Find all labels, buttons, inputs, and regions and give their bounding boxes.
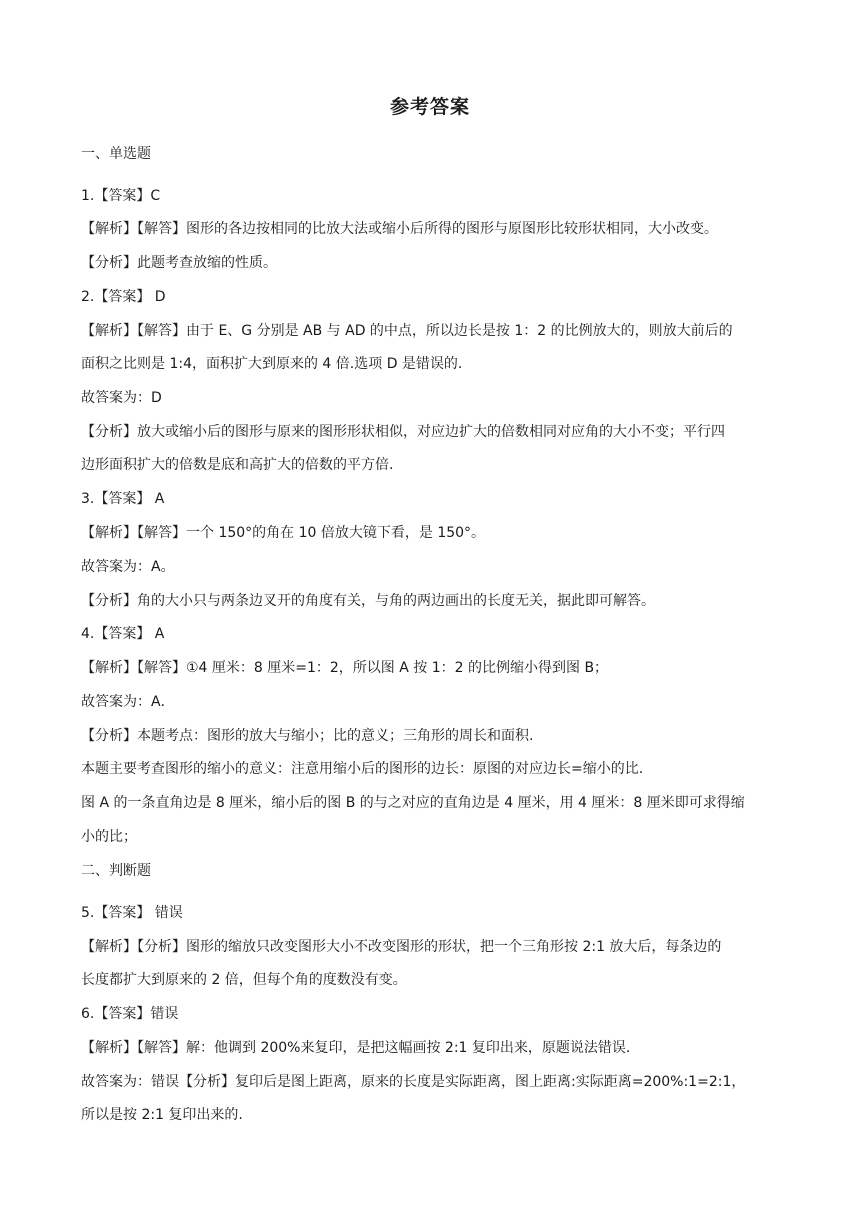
analysis-line: 【解析】【解答】①4 厘米：8 厘米=1：2，所以图 A 按 1：2 的比例缩小得到图 B； (81, 660, 609, 676)
analysis-line: 故答案为：A． (81, 694, 175, 710)
analysis-line: 【解析】【分析】图形的缩放只改变图形大小不改变图形的形状，把一个三角形按 2:1 放大后，每条边的 (81, 939, 722, 955)
answer-line: 6.【答案】错误 (81, 1006, 179, 1022)
analysis-line: 【解析】【解答】由于 E、G 分别是 AB 与 AD 的中点，所以边长是按 1：2 的比例放大的，则放大前后的 (81, 323, 733, 339)
analysis-line: 故答案为：D (81, 390, 162, 406)
analysis-line: 图 A 的一条直角边是 8 厘米，缩小后的图 B 的与之对应的直角边是 4 厘米，用 4 厘米：8 厘米即可求得缩 (81, 795, 745, 811)
section-heading-true-false: 二、判断题 (81, 863, 151, 879)
analysis-line: 故答案为：A。 (81, 559, 175, 575)
analysis-line: 本题主要考查图形的缩小的意义：注意用缩小后的图形的边长：原图的对应边长=缩小的比. (81, 761, 644, 777)
answer-line: 5.【答案】 错误 (81, 905, 183, 921)
analysis-line: 小的比； (81, 829, 137, 845)
page-title: 参考答案 (389, 96, 470, 118)
answer-line: 4.【答案】 A (81, 626, 165, 642)
analysis-line: 长度都扩大到原来的 2 倍，但每个角的度数没有变。 (81, 972, 407, 988)
analysis-line: 【分析】角的大小只与两条边叉开的角度有关，与角的两边画出的长度无关，据此即可解答。 (81, 593, 655, 609)
answer-line: 1.【答案】C (81, 188, 161, 204)
analysis-line: 边形面积扩大的倍数是底和高扩大的倍数的平方倍. (81, 457, 394, 473)
analysis-line: 【解析】【解答】图形的各边按相同的比放大法或缩小后所得的图形与原图形比较形状相同，大小改变。 (81, 221, 718, 237)
analysis-line: 【分析】本题考点：图形的放大与缩小；比的意义；三角形的周长和面积. (81, 728, 534, 744)
analysis-line: 【分析】此题考查放缩的性质。 (81, 255, 277, 271)
analysis-line: 面积之比则是 1:4，面积扩大到原来的 4 倍.选项 D 是错误的. (81, 356, 463, 372)
analysis-line: 所以是按 2:1 复印出来的. (81, 1107, 243, 1123)
analysis-line: 【解析】【解答】一个 150°的角在 10 倍放大镜下看，是 150°。 (81, 525, 486, 541)
answer-line: 3.【答案】 A (81, 491, 165, 507)
analysis-line: 【分析】放大或缩小后的图形与原来的图形形状相似，对应边扩大的倍数相同对应角的大小不变；平行四 (81, 424, 725, 440)
section-heading-single-choice: 一、单选题 (81, 146, 151, 162)
analysis-line: 故答案为：错误【分析】复印后是图上距离，原来的长度是实际距离，图上距离:实际距离=200%:1=2:1， (81, 1074, 746, 1090)
analysis-line: 【解析】【解答】解：他调到 200%来复印，是把这幅画按 2:1 复印出来，原题说法错误. (81, 1040, 631, 1056)
answer-line: 2.【答案】 D (81, 289, 166, 305)
